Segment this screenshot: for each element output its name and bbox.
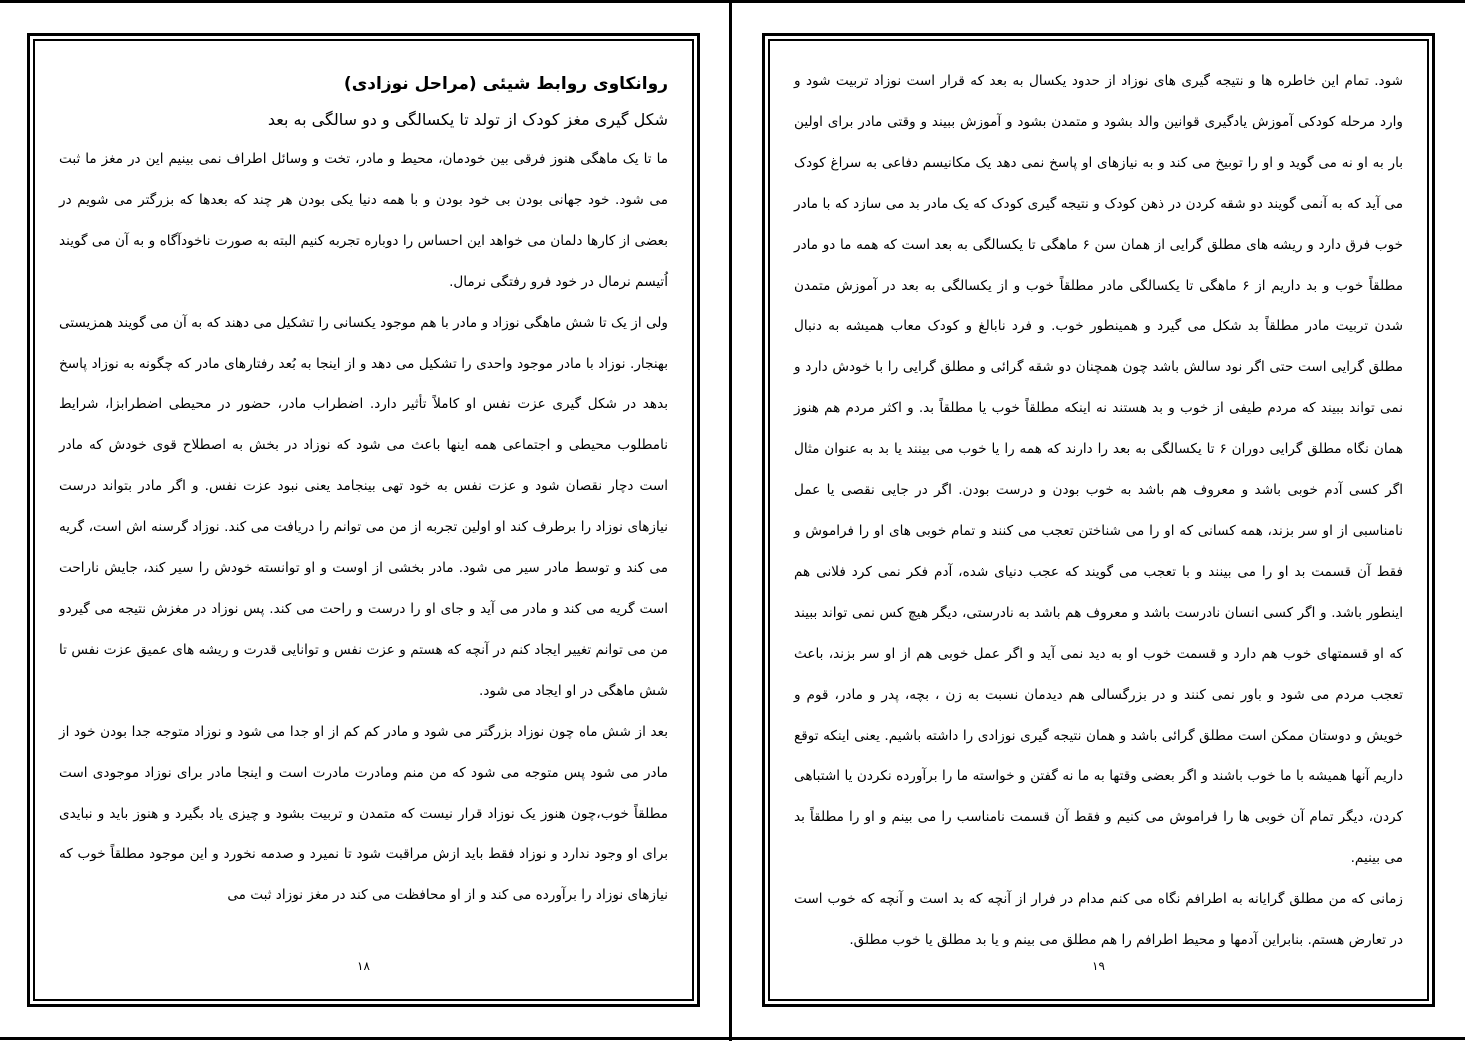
paragraph: زمانی که من مطلق گرایانه به اطرافم نگاه می کنم مدام در فرار از آنچه که بد است و آنچه که خوب است در تعارض هستم. بنابراین آدمها و محیط اطرافم را هم مطلق می بینم و یا بد مطلق یا خوب مطلق. [794,891,1403,949]
page-subtitle: شکل گیری مغز کودک از تولد تا یکسالگی و دو سالگی به بعد [267,110,668,129]
page-number-right: ۱۹ [1092,959,1105,973]
left-page-frame [27,33,700,1007]
right-page-content [794,61,1403,961]
right-page-frame [762,33,1435,1007]
right-page-inner-border [768,39,1429,1001]
book-spine [729,0,732,1041]
left-page-inner-border [33,39,694,1001]
paragraph: شود. تمام این خاطره ها و نتیجه گیری های نوزاد از حدود یکسال به بعد که قرار است نوزاد تربیت شود و وارد مرحله کودکی آموزش یادگیری قوانین والد بشود و متمدن بشود و آموزش ببیند و وقتی مادر برای اولین بار به او نه می گوید و او را توبیخ می کند و به نیازهای او پاسخ نمی دهد یک مکانیسم دفاعی به سراغ کودک می آید که به آنمی گویند دو شقه کردن در ذهن کودک و نتیجه گیری کودک که یک مادر بد می سازد که با مادر خوب فرق دارد و ریشه های مطلق گرایی از همان سن ۶ ماهگی تا یکسالگی به بعد است که همه ما دو مادر مطلقاً خوب و بد داریم از ۶ ماهگی تا یکسالگی مادر مطلقاً خوب و از یکسالگی به بعد در آموزش متمدن شدن تربیت مادر مطلقاً بد شکل می گیرد و همینطور خوب. و فرد نابالغ و کودک معاب همیشه به دنبال مطلق گرایی است حتی اگر نود سالش باشد چون همچنان دو شقه گرائی و مطلق گرایی را با خودش دارد و نمی تواند ببیند که مردم طیفی از خوب و بد هستند نه اینکه مطلقاً خوب یا مطلقاً بد. و اکثر مردم هم هنوز همان نگاه مطلق گرایی دوران ۶ تا یکسالگی به بعد را دارند که همه را یا خوب می بینند یا بد به عنوان مثال اگر کسی آدم خوبی باشد و معروف هم باشد به خوب بودن و درست بودن. اگر در جایی نقصی یا عمل نامناسبی از او سر بزند، همه کسانی که او را می شناختن تعجب می کنند و تمام خوبی های او را فراموش و فقط آن قسمت بد او را می بینند و با تعجب می گویند که عجب دنیای شده، آدم فکر نمی کرد فلانی هم اینطور باشد. و اگر کسی انسان نادرست باشد و معروف هم باشد به نادرستی، دیگر هیچ کس نمی تواند ببیند که او قسمتهای خوب هم دارد و قسمت خوب او به دید نمی آید و اگر عمل خوبی هم از او سر بزند، باعث تعجب مردم می شود و باور نمی کنند و در بزرگسالی هم دیدمان نسبت به زن ، بچه، پدر و مادر، قوم و خویش و دوستان ممکن است مطلق گرائی باشد و همان نتیجه گیری نوزادی را داشته باشیم. یعنی اینکه توقع داریم آنها همیشه با ما خوب باشند و اگر بعضی وقتها به ما نه گفتن و خواسته ما را برآورده نکردن یا اشتباهی کردن، دیگر تمام آن خوبی ها را فراموش می کنیم و فقط آن قسمت نامناسب را می بینم و او را مطلقاً بد می بینیم. [794,73,1403,867]
page-number-left: ۱۸ [357,959,370,973]
paragraph: ولی از یک تا شش ماهگی نوزاد و مادر با هم موجود یکسانی را تشکیل می دهند که به آن می گویند همزیستی بهنجار. نوزاد با مادر موجود واحدی را تشکیل می دهد و از اینجا به بُعد رفتارهای مادر که چگونه به نوزاد پاسخ بدهد در شکل گیری عزت نفس او کاملاً تأثیر دارد. اضطراب مادر، حضور در محیطی اضطرابزا، شرایط نامطلوب محیطی و اجتماعی همه اینها باعث می شود که نوزاد در بخش به اصطلاح قوی خودش که مادر است دچار نقصان شود و عزت نفس به خود تهی بینجامد یعنی نبود عزت نفس. و اگر مادر بتواند درست نیازهای نوزاد را برطرف کند او اولین تجربه از من می توانم را دریافت می کند. نوزاد گرسنه اش است، گریه می کند و توسط مادر سیر می شود. مادر بخشی از اوست و او توانسته خودش را سیر کند، جایش ناراحت است گریه می کند و مادر می آید و جای او را درست و راحت می کند. پس نوزاد در مغزش نتیجه می گیردو من می توانم تغییر ایجاد کنم در آنچه که هستم و عزت نفس و توانایی قدرت و ریشه های عمیق عزت نفس تا شش ماهگی در او ایجاد می شود. [59,314,668,699]
bottom-rule [0,1037,1465,1040]
left-page-content [59,63,668,916]
paragraph: بعد از شش ماه چون نوزاد بزرگتر می شود و مادر کم کم از او جدا می شود و نوزاد متوجه جدا بودن خود از مادر می شود پس متوجه می شود که من منم ومادرت مادرت است و اینجا مادر برای نوزاد موجودی است مطلقاً خوب،چون هنوز یک نوزاد قرار نیست که متمدن و تربیت بشود و چیزی یاد بگیرد و هنوز باید و نبایدی برای او وجود ندارد و نوزاد فقط باید ازش مراقبت شود تا نمیرد و صدمه نخورد و این موجود مطلقاً خوب که نیازهای نوزاد را برآورده می کند و از او محافظت می کند در مغز نوزاد ثبت می [59,723,668,904]
paragraph: ما تا یک ماهگی هنوز فرقی بین خودمان، محیط و مادر، تخت و وسائل اطراف نمی بینیم این در مغز ما ثبت می شود. خود جهانی بودن بی خود بودن و با همه دنیا یکی بودن هر چند که بعدها که بزرگتر می شویم در بعضی از کارها دلمان می خواهد این احساس را دوباره تجربه کنیم البته به صورت ناخودآگاه و به آن می گویند اُتیسم نرمال در خود فرو رفتگی نرمال. [59,151,668,290]
top-rule [0,0,1465,3]
page-title: روانکاوی روابط شیئی (مراحل نوزادی) [343,74,668,94]
